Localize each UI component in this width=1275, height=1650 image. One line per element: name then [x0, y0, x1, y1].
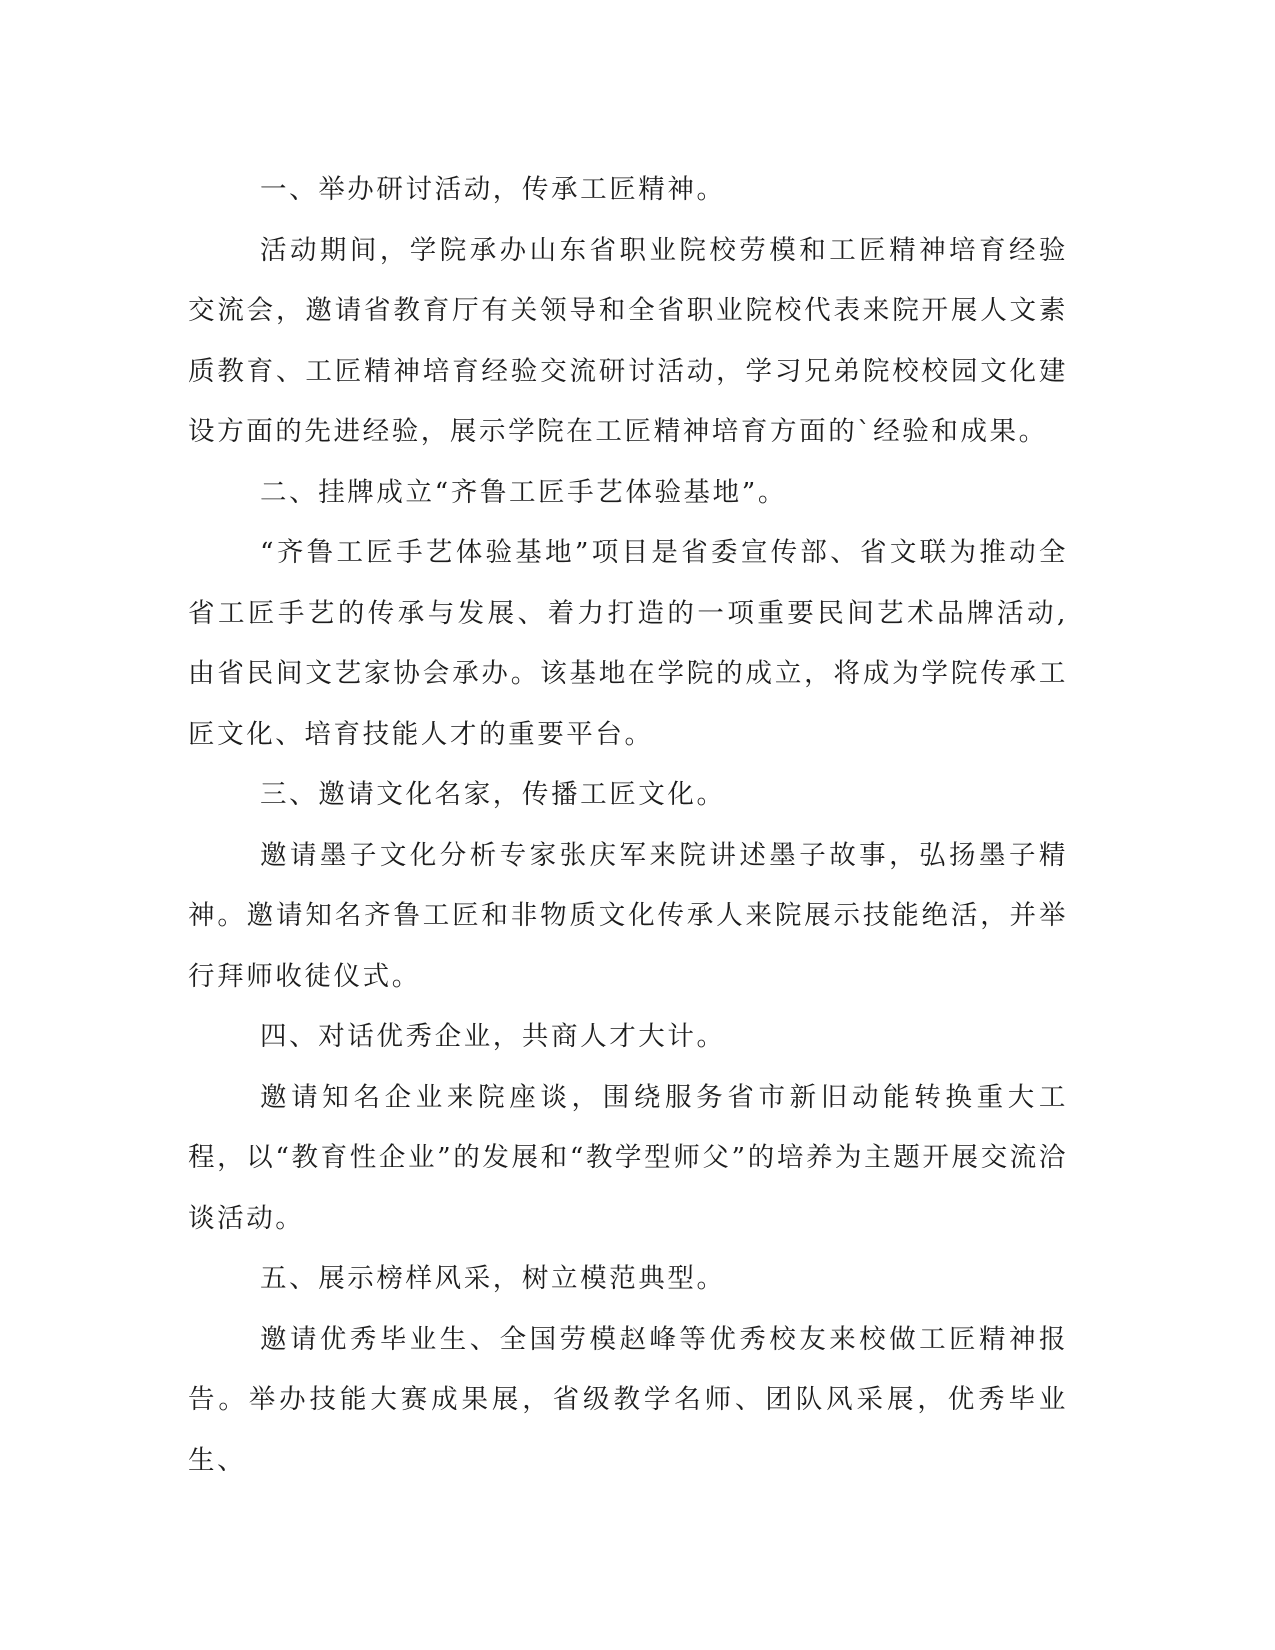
- paragraph-3: 邀请墨子文化分析专家张庆军来院讲述墨子故事，弘扬墨子精神。邀请知名齐鲁工匠和非物质文化传承人来院展示技能绝活，并举行拜师收徒仪式。: [188, 839, 1068, 992]
- section-heading-3: 三、邀请文化名家，传播工匠文化。: [260, 779, 726, 810]
- section-heading-4: 四、对话优秀企业，共商人才大计。: [260, 1021, 726, 1052]
- paragraph-2: “齐鲁工匠手艺体验基地”项目是省委宣传部、省文联为推动全省工匠手艺的传承与发展、着力打造的一项重要民间艺术品牌活动,由省民间文艺家协会承办。该基地在学院的成立，将成为学院传承工匠文化、培育技能人才的重要平台。: [188, 537, 1068, 750]
- document-body: [188, 160, 1068, 1491]
- paragraph-5: 邀请优秀毕业生、全国劳模赵峰等优秀校友来校做工匠精神报告。举办技能大赛成果展，省级教学名师、团队风采展，优秀毕业生、: [188, 1323, 1068, 1476]
- paragraph-4: 邀请知名企业来院座谈，围绕服务省市新旧动能转换重大工程，以“教育性企业”的发展和“教学型师父”的培养为主题开展交流洽谈活动。: [188, 1081, 1068, 1234]
- section-heading-1: 一、举办研讨活动，传承工匠精神。: [260, 174, 726, 205]
- section-heading-5: 五、展示榜样风采，树立模范典型。: [260, 1263, 726, 1294]
- section-heading-2: 二、挂牌成立“齐鲁工匠手艺体验基地”。: [260, 476, 787, 508]
- paragraph-1: 活动期间，学院承办山东省职业院校劳模和工匠精神培育经验交流会，邀请省教育厅有关领导和全省职业院校代表来院开展人文素质教育、工匠精神培育经验交流研讨活动，学习兄弟院校校园文化建设方面的先进经验，展示学院在工匠精神培育方面的`经验和成果。: [188, 234, 1068, 447]
